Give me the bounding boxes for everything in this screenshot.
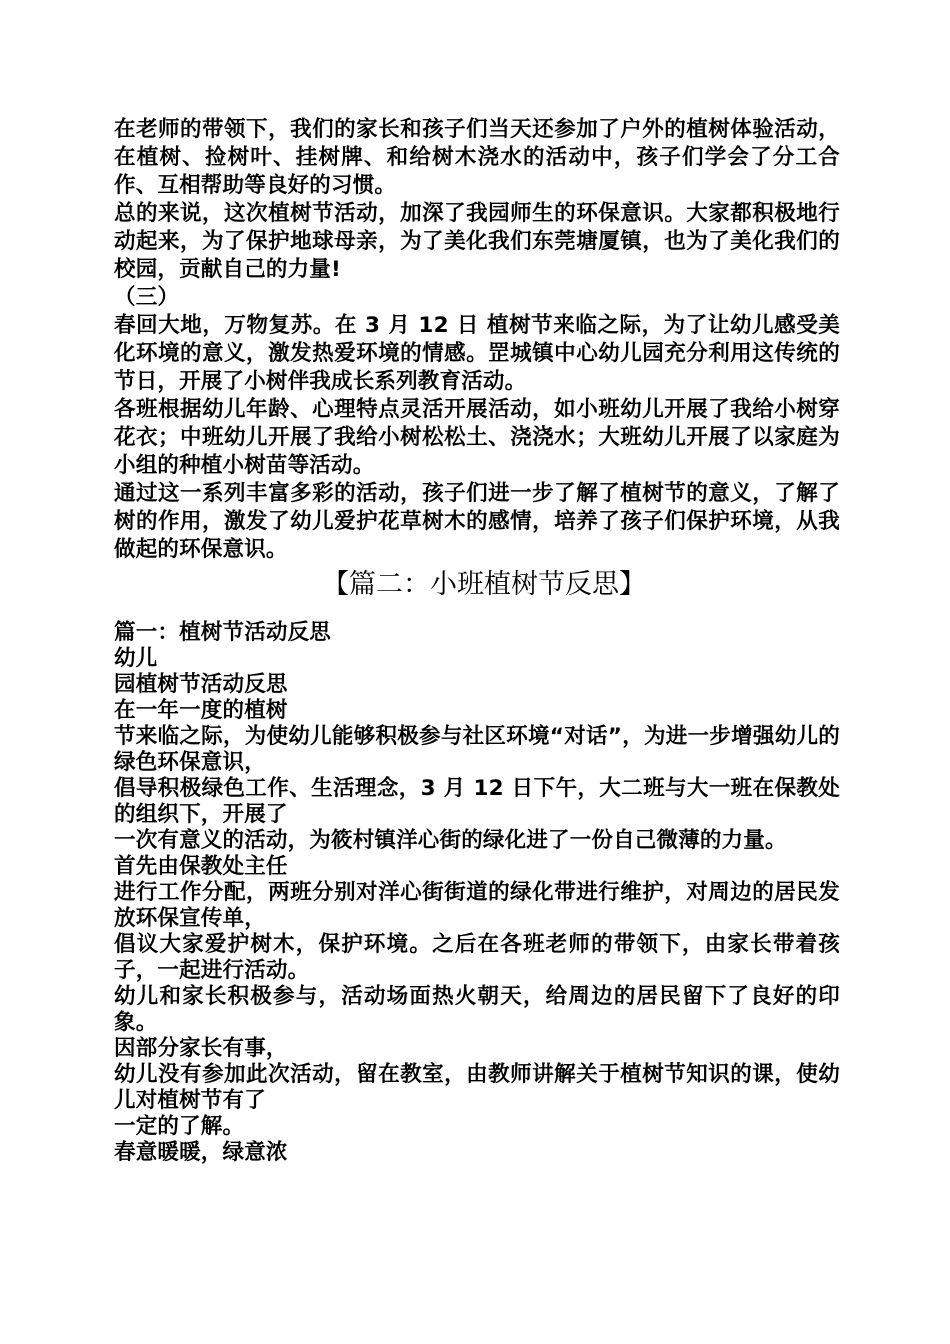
text-line: 春意暖暖，绿意浓 [114,1140,288,1165]
text-line: 在一年一度的植树 [114,698,288,723]
text-line: 进行工作分配，两班分别对洋心街街道的绿化带进行维护，对周边的居民发放环保宣传单， [114,880,840,931]
paragraph-conclusion: 通过这一系列丰富多彩的活动，孩子们进一步了解了植树节的意义，了解了树的作用，激发了幼儿爱护花草树木的感情，培养了孩子们保护环境，从我做起的环保意识。 [114,481,840,562]
text-line: 幼儿和家长积极参与，活动场面热火朝天，给周边的居民留下了良好的印象。 [114,984,840,1035]
reflection-text [114,620,840,1166]
text-line: 幼儿没有参加此次活动，留在教室，由教师讲解关于植树节知识的课，使幼儿对植树节有了 [114,1062,840,1113]
text-line: 一次有意义的活动，为筱村镇洋心街的绿化进了一份自己微薄的力量。 [114,828,787,853]
paragraph-outdoor-activity: 在老师的带领下，我们的家长和孩子们当天还参加了户外的植树体验活动，在植树、捡树叶、挂树牌、和给树木浇水的活动中，孩子们学会了分工合作、互相帮助等良好的习惯。 [114,117,840,198]
section-label-three: （三） [114,285,180,310]
paragraph-summary: 总的来说，这次植树节活动，加深了我园师生的环保意识。大家都积极地行动起来，为了保护地球母亲，为了美化我们东莞塘厦镇，也为了美化我们的校园，贡献自己的力量! [114,201,840,282]
paragraph-class-activities: 各班根据幼儿年龄、心理特点灵活开展活动，如小班幼儿开展了我给小树穿花衣；中班幼儿开展了我给小树松松土、浇浇水；大班幼儿开展了以家庭为小组的种植小树苗等活动。 [114,397,840,478]
document-page [114,116,840,1166]
text-line: 倡导积极绿色工作、生活理念，3 月 12 日下午，大二班与大一班在保教处的组织下，开展了 [114,776,840,827]
text-line: 一定的了解。 [114,1114,245,1139]
text-line: 因部分家长有事， [114,1036,288,1061]
paragraph-spring: 春回大地，万物复苏。在 3 月 12 日 植树节来临之际，为了让幼儿感受美化环境的意义，激发热爱环境的情感。罡城镇中心幼儿园充分利用这传统的节日，开展了小树伴我成长系列教育活动。 [114,313,840,394]
text-line: 幼儿 [114,646,158,671]
section-three-text [114,116,840,564]
text-line: 篇一：植树节活动反思 [114,620,332,645]
text-line: 园植树节活动反思 [114,672,288,697]
article-heading: 【篇二：小班植树节反思】 [322,569,646,600]
text-line: 倡议大家爱护树木，保护环境。之后在各班老师的带领下，由家长带着孩子，一起进行活动。 [114,932,840,983]
text-line: 首先由保教处主任 [114,854,288,879]
text-line: 节来临之际，为使幼儿能够积极参与社区环境“对话”，为进一步增强幼儿的绿色环保意识， [114,724,840,775]
